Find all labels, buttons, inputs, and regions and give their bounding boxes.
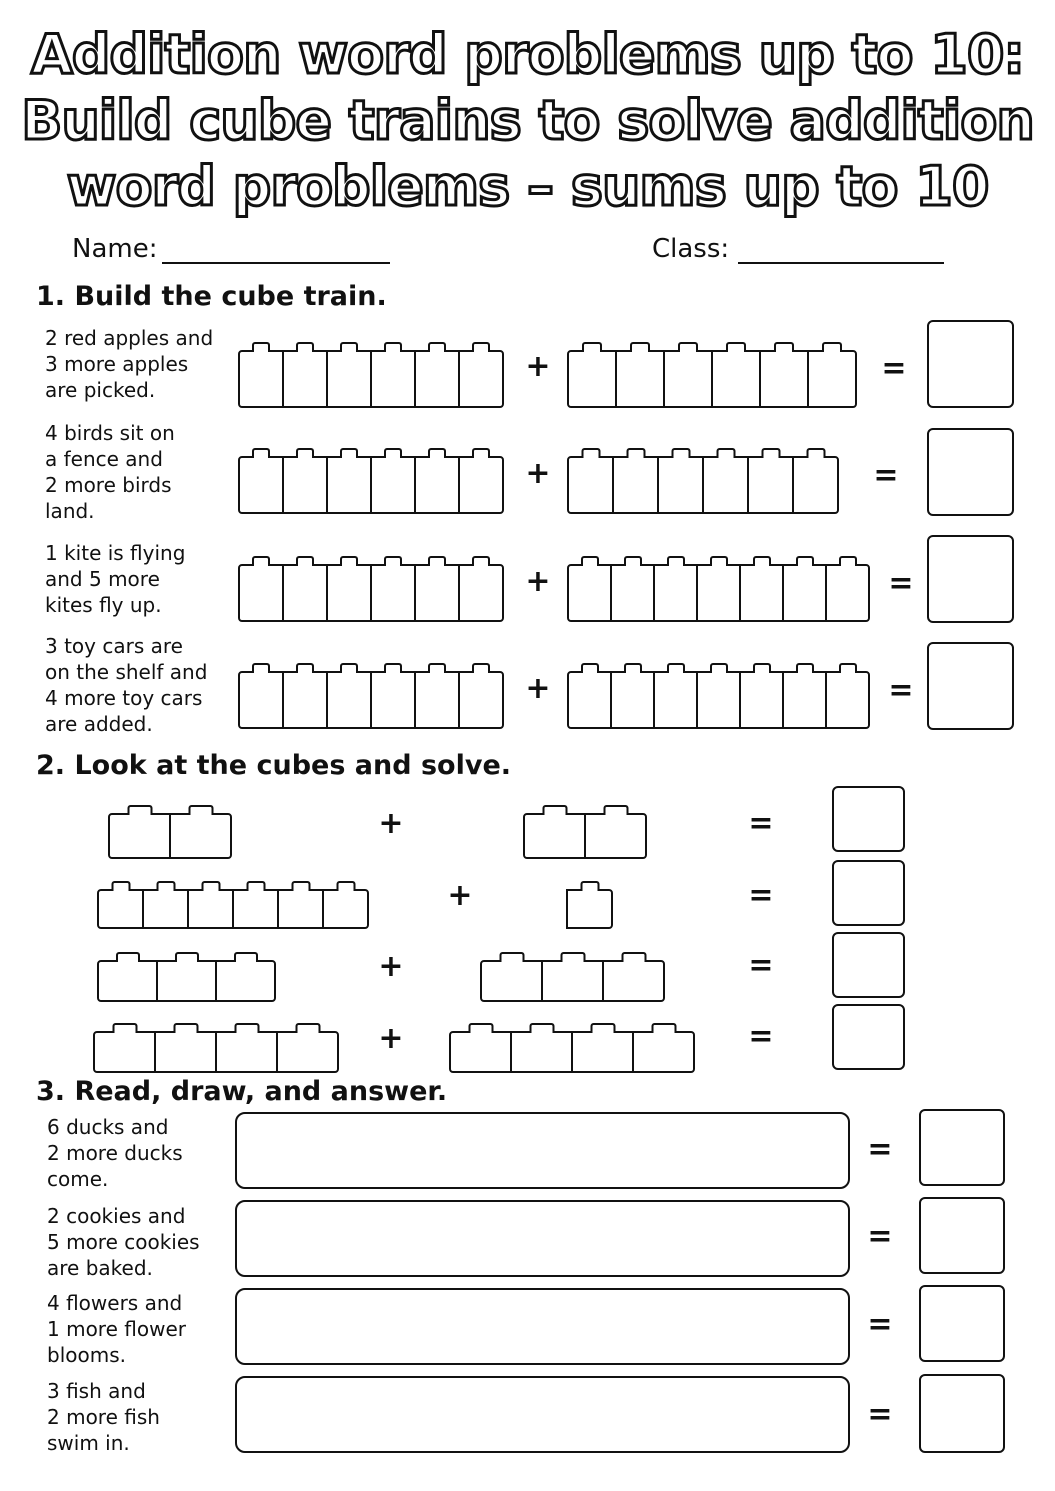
- cube: [282, 564, 328, 622]
- cube: [326, 671, 372, 729]
- cube: [510, 1031, 573, 1073]
- cube-stud: [581, 556, 599, 566]
- cube: [370, 350, 416, 408]
- plus-sign: +: [378, 949, 404, 984]
- cube-stud: [252, 556, 270, 566]
- cube-stud: [384, 663, 402, 673]
- cube: [571, 1031, 634, 1073]
- class-label: Class:: [652, 234, 730, 264]
- cube: [370, 671, 416, 729]
- title-line-2: Build cube trains to solve addition: [21, 89, 1034, 152]
- cube: [567, 350, 617, 408]
- cube-stud: [621, 952, 646, 962]
- answer-box[interactable]: [832, 786, 905, 852]
- cube: [782, 671, 827, 729]
- cube: [792, 456, 839, 514]
- answer-box[interactable]: [927, 428, 1014, 516]
- cube-stud: [296, 663, 314, 673]
- problem-text: 1 kite is flying and 5 more kites fly up.: [45, 541, 186, 617]
- cube-stud: [234, 952, 258, 962]
- equals-sign: =: [881, 351, 907, 386]
- cube: [657, 456, 704, 514]
- cube-train-right: [567, 554, 870, 622]
- cube: [458, 564, 504, 622]
- cube-stud: [428, 448, 446, 458]
- drawing-area[interactable]: [235, 1376, 850, 1453]
- cube: [326, 564, 372, 622]
- cube-stud: [710, 663, 728, 673]
- equals-sign: =: [867, 1307, 893, 1342]
- cube-train-left: [238, 446, 504, 514]
- cube-stud: [499, 952, 524, 962]
- cube: [825, 564, 870, 622]
- cube: [747, 456, 794, 514]
- plus-sign: +: [525, 564, 551, 599]
- equals-sign: =: [888, 566, 914, 601]
- cube: [696, 671, 741, 729]
- answer-box[interactable]: [927, 535, 1014, 623]
- cube: [807, 350, 857, 408]
- cube-stud: [753, 663, 771, 673]
- cube: [238, 350, 284, 408]
- cube: [215, 960, 276, 1002]
- cube-stud: [291, 881, 310, 891]
- cube-stud: [428, 663, 446, 673]
- cube: [632, 1031, 695, 1073]
- cube: [541, 960, 604, 1002]
- answer-box[interactable]: [927, 320, 1014, 408]
- cube-stud: [428, 342, 446, 352]
- equals-sign: =: [867, 1132, 893, 1167]
- cube-stud: [340, 663, 358, 673]
- section-3-heading: 3. Read, draw, and answer.: [36, 1076, 448, 1107]
- cube-group-right: [566, 879, 613, 929]
- cube-stud: [753, 556, 771, 566]
- cube: [567, 671, 612, 729]
- cube-stud: [667, 663, 685, 673]
- cube: [282, 456, 328, 514]
- cube: [97, 960, 158, 1002]
- cube-stud: [581, 663, 599, 673]
- cube-stud: [252, 663, 270, 673]
- name-field[interactable]: [162, 262, 390, 264]
- cube-stud: [626, 448, 645, 458]
- problem-text: 4 birds sit on a fence and 2 more birds land.: [45, 421, 175, 523]
- cube-stud: [630, 342, 650, 352]
- cube-stud: [671, 448, 690, 458]
- class-field[interactable]: [738, 262, 944, 264]
- cube: [458, 350, 504, 408]
- cube: [370, 564, 416, 622]
- cube-stud: [384, 448, 402, 458]
- cube-stud: [542, 805, 567, 815]
- cube: [602, 960, 665, 1002]
- cube: [169, 813, 232, 859]
- worksheet-title: [0, 22, 1055, 220]
- cube: [480, 960, 543, 1002]
- cube: [458, 456, 504, 514]
- cube-stud: [188, 805, 213, 815]
- cube-stud: [667, 556, 685, 566]
- cube: [584, 813, 647, 859]
- cube: [187, 889, 234, 929]
- plus-sign: +: [525, 671, 551, 706]
- cube: [370, 456, 416, 514]
- cube-stud: [603, 805, 628, 815]
- cube: [458, 671, 504, 729]
- equals-sign: =: [748, 806, 774, 841]
- cube: [414, 564, 460, 622]
- cube-stud: [529, 1023, 554, 1033]
- cube-stud: [822, 342, 842, 352]
- cube: [825, 671, 870, 729]
- drawing-area[interactable]: [235, 1112, 850, 1189]
- plus-sign: +: [378, 1021, 404, 1056]
- cube: [93, 1031, 156, 1073]
- cube: [739, 671, 784, 729]
- problem-text: 4 flowers and 1 more flower blooms.: [47, 1291, 186, 1367]
- cube-stud: [340, 448, 358, 458]
- cube: [322, 889, 369, 929]
- cube: [759, 350, 809, 408]
- cube-stud: [560, 952, 585, 962]
- cube-stud: [296, 556, 314, 566]
- equals-sign: =: [748, 878, 774, 913]
- answer-box[interactable]: [919, 1197, 1005, 1274]
- cube-stud: [726, 342, 746, 352]
- cube: [567, 456, 614, 514]
- cube-stud: [234, 1023, 259, 1033]
- cube-stud: [296, 448, 314, 458]
- equals-sign: =: [888, 673, 914, 708]
- problem-text: 2 cookies and 5 more cookies are baked.: [47, 1204, 200, 1280]
- equals-sign: =: [867, 1397, 893, 1432]
- title-line-1: Addition word problems up to 10:: [30, 23, 1025, 86]
- cube-stud: [472, 556, 490, 566]
- cube: [414, 350, 460, 408]
- equals-sign: =: [873, 458, 899, 493]
- answer-box[interactable]: [919, 1109, 1005, 1186]
- cube-stud: [428, 556, 446, 566]
- cube: [154, 1031, 217, 1073]
- answer-box[interactable]: [919, 1285, 1005, 1362]
- answer-box[interactable]: [832, 1004, 905, 1070]
- plus-sign: +: [447, 878, 473, 913]
- cube-stud: [173, 1023, 198, 1033]
- cube: [215, 1031, 278, 1073]
- cube-stud: [472, 663, 490, 673]
- cube-stud: [581, 448, 600, 458]
- cube-train-right: [567, 661, 870, 729]
- cube-group-left: [108, 803, 232, 859]
- cube-stud: [624, 663, 642, 673]
- equals-sign: =: [748, 1019, 774, 1054]
- equals-sign: =: [748, 948, 774, 983]
- section-1-heading: 1. Build the cube train.: [36, 281, 387, 312]
- cube-stud: [796, 663, 814, 673]
- cube-train-right: [567, 340, 857, 408]
- cube: [739, 564, 784, 622]
- cube-stud: [472, 342, 490, 352]
- cube-stud: [580, 881, 599, 891]
- cube: [326, 456, 372, 514]
- cube: [276, 1031, 339, 1073]
- cube-stud: [624, 556, 642, 566]
- cube-group-left: [97, 950, 276, 1002]
- cube: [653, 564, 698, 622]
- cube: [610, 564, 655, 622]
- cube-stud: [806, 448, 825, 458]
- cube-train-right: [567, 446, 839, 514]
- cube: [782, 564, 827, 622]
- cube-group-left: [97, 879, 369, 929]
- cube-stud: [716, 448, 735, 458]
- plus-sign: +: [378, 806, 404, 841]
- section-2-heading: 2. Look at the cubes and solve.: [36, 750, 512, 781]
- cube-stud: [582, 342, 602, 352]
- cube-group-left: [93, 1021, 339, 1073]
- answer-box[interactable]: [919, 1374, 1005, 1453]
- answer-box[interactable]: [832, 860, 905, 926]
- cube-stud: [384, 556, 402, 566]
- cube-stud: [156, 881, 175, 891]
- cube: [238, 671, 284, 729]
- cube: [277, 889, 324, 929]
- cube-train-left: [238, 661, 504, 729]
- cube-stud: [839, 663, 857, 673]
- cube: [97, 889, 144, 929]
- problem-text: 3 toy cars are on the shelf and 4 more toy cars are added.: [45, 634, 208, 736]
- cube: [696, 564, 741, 622]
- drawing-area[interactable]: [235, 1200, 850, 1277]
- cube: [612, 456, 659, 514]
- cube-stud: [340, 342, 358, 352]
- cube-stud: [336, 881, 355, 891]
- cube: [523, 813, 586, 859]
- cube-stud: [796, 556, 814, 566]
- cube: [711, 350, 761, 408]
- cube-stud: [761, 448, 780, 458]
- cube-stud: [112, 1023, 137, 1033]
- cube: [156, 960, 217, 1002]
- problem-text: 3 fish and 2 more fish swim in.: [47, 1379, 160, 1455]
- cube: [566, 889, 613, 929]
- cube-stud: [246, 881, 265, 891]
- cube-stud: [651, 1023, 676, 1033]
- plus-sign: +: [525, 456, 551, 491]
- title-line-3: word problems – sums up to 10: [66, 155, 989, 218]
- cube: [567, 564, 612, 622]
- cube-stud: [127, 805, 152, 815]
- cube-stud: [678, 342, 698, 352]
- cube: [610, 671, 655, 729]
- cube-stud: [839, 556, 857, 566]
- cube: [702, 456, 749, 514]
- cube-stud: [116, 952, 140, 962]
- cube: [653, 671, 698, 729]
- cube: [142, 889, 189, 929]
- cube-stud: [111, 881, 130, 891]
- cube-group-right: [480, 950, 665, 1002]
- cube-stud: [201, 881, 220, 891]
- cube: [282, 671, 328, 729]
- cube: [232, 889, 279, 929]
- cube-stud: [252, 342, 270, 352]
- name-label: Name:: [72, 234, 158, 264]
- cube-stud: [590, 1023, 615, 1033]
- cube-stud: [340, 556, 358, 566]
- cube-stud: [252, 448, 270, 458]
- cube: [108, 813, 171, 859]
- cube: [282, 350, 328, 408]
- answer-box[interactable]: [832, 932, 905, 998]
- problem-text: 6 ducks and 2 more ducks come.: [47, 1115, 183, 1191]
- cube-stud: [295, 1023, 320, 1033]
- cube-stud: [472, 448, 490, 458]
- drawing-area[interactable]: [235, 1288, 850, 1365]
- cube: [238, 564, 284, 622]
- plus-sign: +: [525, 349, 551, 384]
- cube-stud: [774, 342, 794, 352]
- cube: [414, 671, 460, 729]
- answer-box[interactable]: [927, 642, 1014, 730]
- cube: [615, 350, 665, 408]
- cube-group-right: [449, 1021, 695, 1073]
- cube-stud: [296, 342, 314, 352]
- cube-stud: [710, 556, 728, 566]
- cube-stud: [175, 952, 199, 962]
- cube-stud: [468, 1023, 493, 1033]
- cube-train-left: [238, 340, 504, 408]
- cube-train-left: [238, 554, 504, 622]
- cube: [326, 350, 372, 408]
- cube-stud: [384, 342, 402, 352]
- cube: [663, 350, 713, 408]
- cube: [238, 456, 284, 514]
- problem-text: 2 red apples and 3 more apples are picked.: [45, 326, 214, 402]
- cube: [414, 456, 460, 514]
- cube-group-right: [523, 803, 647, 859]
- equals-sign: =: [867, 1219, 893, 1254]
- cube: [449, 1031, 512, 1073]
